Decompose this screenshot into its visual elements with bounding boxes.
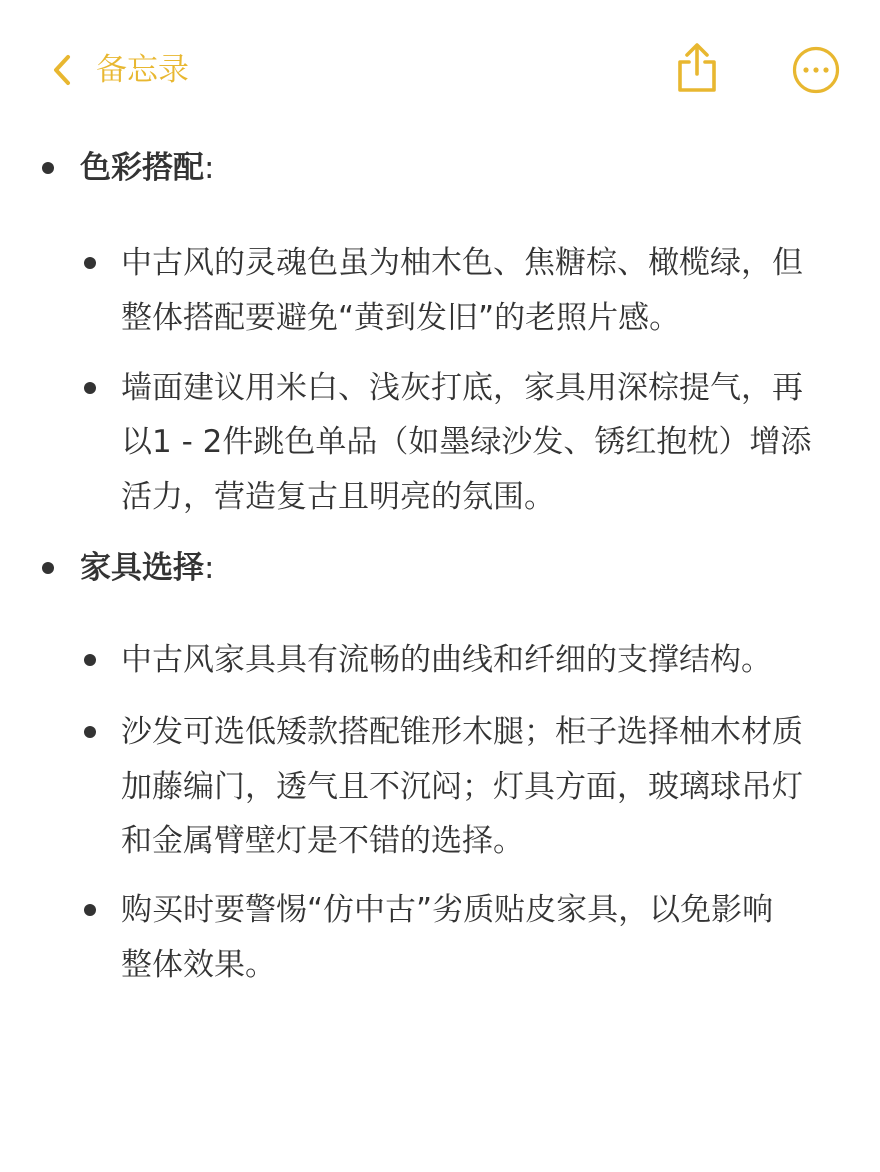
item-bullet	[84, 654, 96, 666]
list-item-line[interactable]: 整体效果。	[121, 947, 276, 983]
ellipsis-circle-icon	[792, 46, 840, 94]
list-item-line[interactable]: 购买时要警惕“仿中古”劣质贴皮家具，以免影响	[121, 892, 774, 928]
section-title: 家具选择	[80, 550, 204, 586]
list-item-line[interactable]: 活力，营造复古且明亮的氛围。	[121, 479, 555, 515]
section-bullet	[42, 162, 54, 174]
section-colon: :	[204, 150, 215, 186]
list-item-line[interactable]: 中古风的灵魂色虽为柚木色、焦糖棕、橄榄绿，但	[121, 245, 803, 281]
list-item-line[interactable]: 加藤编门，透气且不沉闷；灯具方面，玻璃球吊灯	[121, 769, 803, 805]
back-button-label: 备忘录	[96, 52, 189, 88]
share-icon	[674, 42, 720, 94]
list-item-line[interactable]: 中古风家具具有流畅的曲线和纤细的支撑结构。	[121, 642, 772, 678]
section-bullet	[42, 562, 54, 574]
section-heading[interactable]	[80, 540, 214, 596]
item-bullet	[84, 257, 96, 269]
item-bullet	[84, 382, 96, 394]
item-bullet	[84, 904, 96, 916]
share-button[interactable]	[674, 42, 720, 94]
list-item-line[interactable]: 和金属臂壁灯是不错的选择。	[121, 823, 524, 859]
more-options-button[interactable]	[792, 46, 840, 94]
chevron-left-icon	[50, 53, 74, 87]
list-item-line[interactable]: 整体搭配要避免“黄到发旧”的老照片感。	[121, 300, 681, 336]
item-bullet	[84, 726, 96, 738]
navigation-bar	[0, 0, 880, 140]
list-item-line[interactable]: 墙面建议用米白、浅灰打底，家具用深棕提气，再	[121, 370, 803, 406]
section-title: 色彩搭配	[80, 150, 204, 186]
list-item-line[interactable]: 以1 - 2件跳色单品（如墨绿沙发、锈红抱枕）增添	[121, 424, 812, 460]
section-heading[interactable]	[80, 140, 214, 196]
back-button[interactable]	[50, 46, 189, 94]
list-item-line[interactable]: 沙发可选低矮款搭配锥形木腿；柜子选择柚木材质	[121, 714, 803, 750]
section-colon: :	[204, 550, 215, 586]
